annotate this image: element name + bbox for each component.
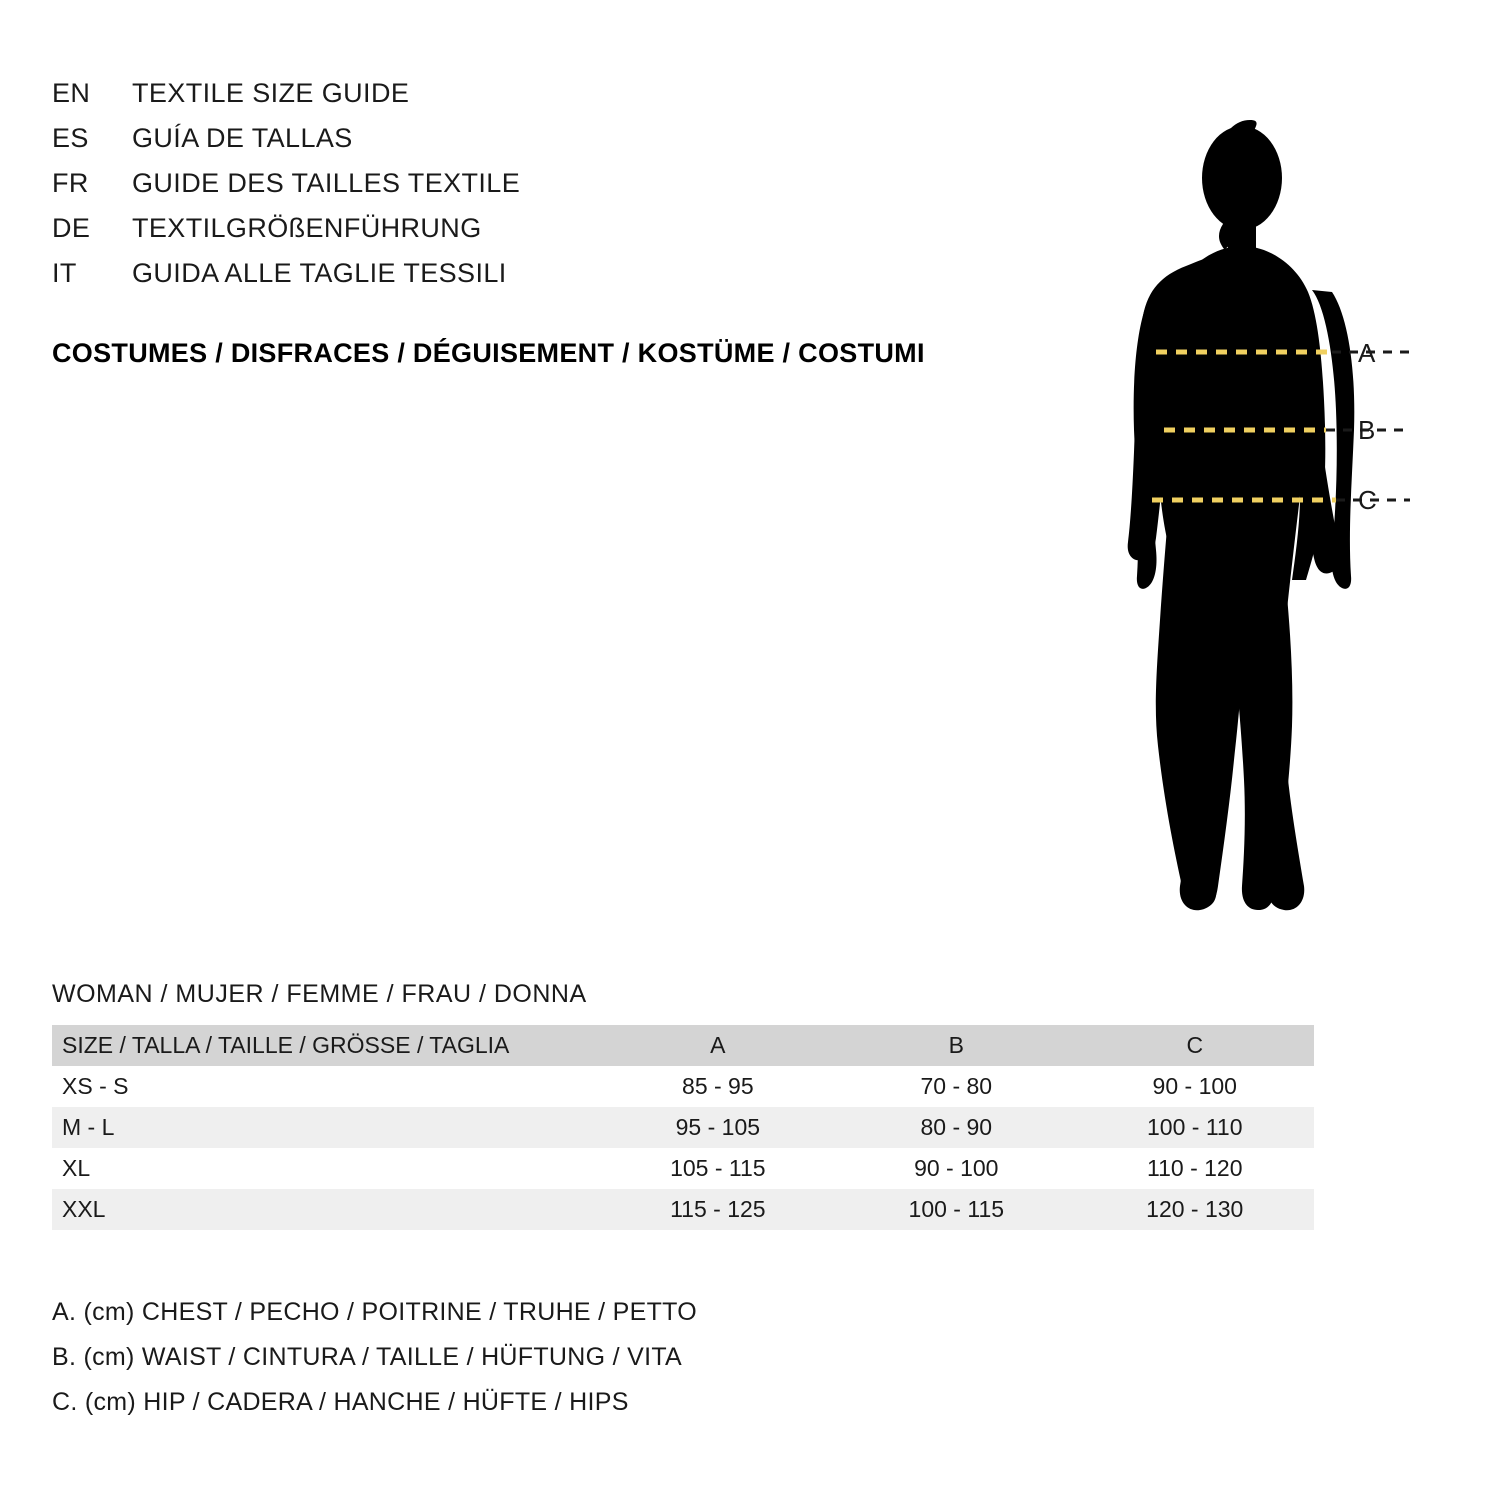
language-text: GUIDA ALLE TAGLIE TESSILI	[132, 258, 507, 288]
cell-c: 100 - 110	[1147, 1114, 1243, 1140]
legend-line-c: C. (cm) HIP / CADERA / HANCHE / HÜFTE / HIPS	[52, 1388, 629, 1416]
legend-line-a: A. (cm) CHEST / PECHO / POITRINE / TRUHE / PETTO	[52, 1298, 698, 1326]
column-header-c: C	[1186, 1032, 1204, 1058]
table-row	[52, 1107, 1314, 1148]
language-row-es	[52, 123, 1052, 168]
language-code: DE	[52, 213, 91, 243]
cell-b: 80 - 90	[920, 1114, 993, 1140]
measurement-legend	[52, 1290, 697, 1425]
table-row	[52, 1189, 1314, 1230]
cell-size: XXL	[62, 1196, 106, 1222]
size-table-section	[52, 980, 1452, 1230]
woman-silhouette-figure	[1060, 60, 1480, 940]
language-row-fr	[52, 168, 1052, 213]
table-row	[52, 1148, 1314, 1189]
language-row-de	[52, 213, 1052, 258]
language-row-it	[52, 258, 1052, 303]
column-header-b: B	[948, 1032, 964, 1058]
cell-a: 95 - 105	[675, 1114, 761, 1140]
cell-size: XS - S	[62, 1073, 129, 1099]
page-title: COSTUMES / DISFRACES / DÉGUISEMENT / KOSTÜME / COSTUMI	[52, 338, 925, 368]
silhouette-icon	[1060, 60, 1480, 940]
language-code: ES	[52, 123, 89, 153]
cell-c: 120 - 130	[1146, 1196, 1244, 1222]
legend-line-b: B. (cm) WAIST / CINTURA / TAILLE / HÜFTUNG / VITA	[52, 1343, 683, 1371]
measure-label-c: C	[1358, 485, 1377, 515]
cell-size: M - L	[62, 1114, 115, 1140]
language-text: TEXTILE SIZE GUIDE	[132, 78, 410, 108]
language-list	[52, 78, 1052, 303]
size-table	[52, 1025, 1314, 1230]
cell-b: 100 - 115	[908, 1196, 1005, 1222]
table-header-row	[52, 1025, 1314, 1066]
column-header-size: SIZE / TALLA / TAILLE / GRÖSSE / TAGLIA	[62, 1032, 510, 1058]
cell-a: 115 - 125	[670, 1196, 766, 1222]
language-text: GUÍA DE TALLAS	[132, 123, 353, 153]
cell-a: 85 - 95	[682, 1073, 754, 1099]
column-header-a: A	[710, 1032, 726, 1058]
cell-b: 90 - 100	[914, 1155, 999, 1181]
cell-c: 90 - 100	[1152, 1073, 1237, 1099]
measure-label-a: A	[1358, 338, 1376, 368]
language-code: FR	[52, 168, 89, 198]
table-row	[52, 1066, 1314, 1107]
table-caption: WOMAN / MUJER / FEMME / FRAU / DONNA	[52, 980, 587, 1008]
measure-label-b: B	[1358, 415, 1376, 445]
cell-size: XL	[62, 1155, 91, 1181]
language-text: GUIDE DES TAILLES TEXTILE	[132, 168, 521, 198]
language-text: TEXTILGRÖßENFÜHRUNG	[132, 213, 482, 243]
language-row-en	[52, 78, 1052, 123]
language-code: EN	[52, 78, 91, 108]
cell-c: 110 - 120	[1147, 1155, 1243, 1181]
language-code: IT	[52, 258, 77, 288]
cell-a: 105 - 115	[670, 1155, 766, 1181]
cell-b: 70 - 80	[920, 1073, 993, 1099]
